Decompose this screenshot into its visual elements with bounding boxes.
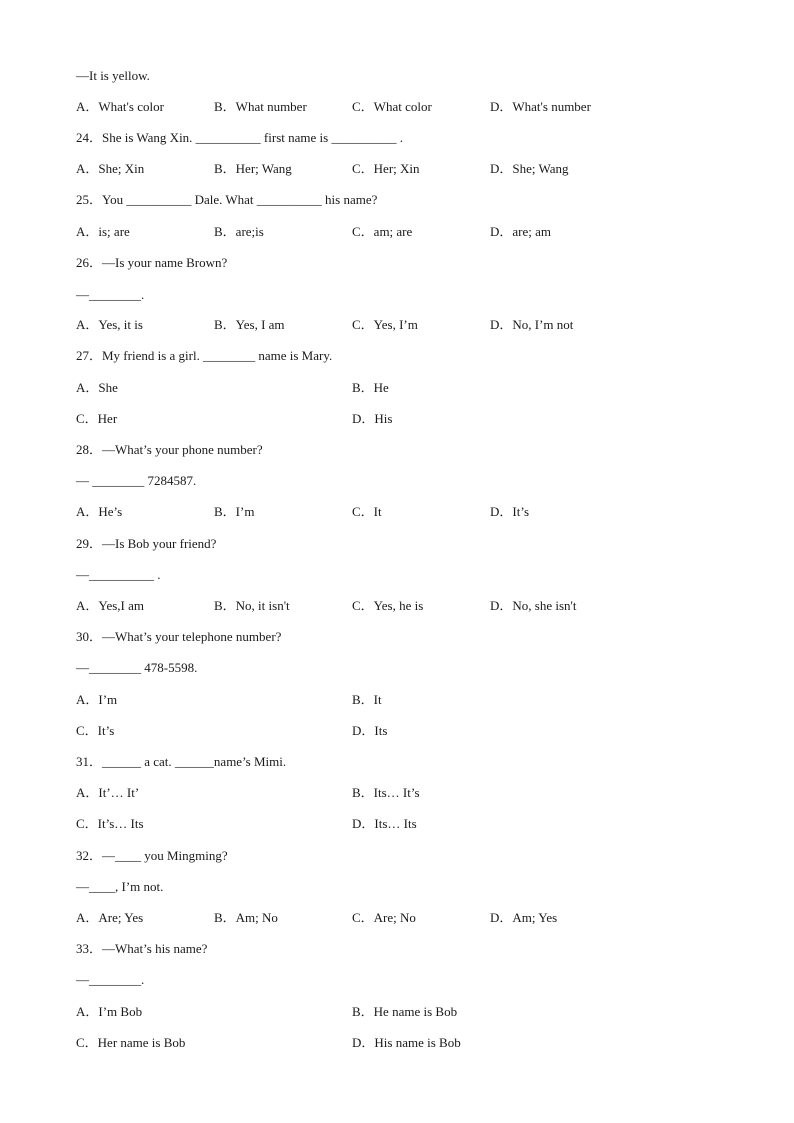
option-c[interactable]: C．It: [352, 504, 382, 519]
question-25-stem: 25．You __________ Dale. What __________ his name?: [76, 192, 378, 207]
answer-blank-line: —________.: [76, 287, 145, 302]
option-b[interactable]: B．I’m: [214, 504, 255, 519]
option-a[interactable]: A．She: [76, 380, 118, 395]
question-24-stem: 24．She is Wang Xin. __________ first name is __________ .: [76, 130, 403, 145]
option-b[interactable]: B．are;is: [214, 224, 264, 239]
option-a[interactable]: A．She; Xin: [76, 161, 145, 176]
option-b[interactable]: B．Her; Wang: [214, 161, 292, 176]
answer-blank-line: —____, I’m not.: [76, 879, 164, 894]
option-b[interactable]: B．What number: [214, 99, 307, 114]
option-a[interactable]: A．I’m: [76, 692, 118, 707]
option-d[interactable]: D．What's number: [490, 99, 591, 114]
question-26-stem: 26．—Is your name Brown?: [76, 255, 228, 270]
question-29-stem: 29．—Is Bob your friend?: [76, 536, 217, 551]
option-b[interactable]: B．No, it isn't: [214, 598, 290, 613]
option-d[interactable]: D．His: [352, 411, 393, 426]
option-a[interactable]: A．Yes, it is: [76, 317, 143, 332]
option-b[interactable]: B．Yes, I am: [214, 317, 285, 332]
option-a[interactable]: A．I’m Bob: [76, 1004, 143, 1019]
option-a[interactable]: A．It’… It’: [76, 785, 140, 800]
option-c[interactable]: C．am; are: [352, 224, 413, 239]
option-d[interactable]: D．No, she isn't: [490, 598, 577, 613]
answer-blank-line: — ________ 7284587.: [76, 473, 197, 488]
answer-blank-line: —________ 478-5598.: [76, 660, 198, 675]
option-a[interactable]: A．is; are: [76, 224, 130, 239]
question-stem-line: —It is yellow.: [76, 68, 150, 83]
option-c[interactable]: C．Her: [76, 411, 118, 426]
answer-blank-line: —________.: [76, 972, 145, 987]
option-d[interactable]: D．No, I’m not: [490, 317, 574, 332]
option-a[interactable]: A．What's color: [76, 99, 164, 114]
question-27-stem: 27．My friend is a girl. ________ name is Mary.: [76, 348, 333, 363]
option-d[interactable]: D．Its: [352, 723, 388, 738]
question-30-stem: 30．—What’s your telephone number?: [76, 629, 282, 644]
option-b[interactable]: B．He name is Bob: [352, 1004, 458, 1019]
option-a[interactable]: A．Yes,I am: [76, 598, 145, 613]
option-c[interactable]: C．Yes, I’m: [352, 317, 418, 332]
question-28-stem: 28．—What’s your phone number?: [76, 442, 263, 457]
option-c[interactable]: C．It’s… Its: [76, 816, 144, 831]
option-d[interactable]: D．are; am: [490, 224, 552, 239]
option-d[interactable]: D．His name is Bob: [352, 1035, 461, 1050]
option-b[interactable]: B．He: [352, 380, 389, 395]
option-c[interactable]: C．It’s: [76, 723, 115, 738]
option-d[interactable]: D．It’s: [490, 504, 530, 519]
option-b[interactable]: B．It: [352, 692, 382, 707]
option-c[interactable]: C．Yes, he is: [352, 598, 424, 613]
option-c[interactable]: C．Her name is Bob: [76, 1035, 186, 1050]
option-b[interactable]: B．Am; No: [214, 910, 278, 925]
option-a[interactable]: A．Are; Yes: [76, 910, 144, 925]
answer-blank-line: —__________ .: [76, 567, 161, 582]
option-d[interactable]: D．Its… Its: [352, 816, 417, 831]
option-c[interactable]: C．Are; No: [352, 910, 416, 925]
option-a[interactable]: A．He’s: [76, 504, 123, 519]
option-c[interactable]: C．What color: [352, 99, 432, 114]
option-d[interactable]: D．Am; Yes: [490, 910, 558, 925]
option-c[interactable]: C．Her; Xin: [352, 161, 420, 176]
question-33-stem: 33．—What’s his name?: [76, 941, 208, 956]
question-31-stem: 31．______ a cat. ______name’s Mimi.: [76, 754, 287, 769]
option-b[interactable]: B．Its… It’s: [352, 785, 420, 800]
question-32-stem: 32．—____ you Mingming?: [76, 848, 228, 863]
option-d[interactable]: D．She; Wang: [490, 161, 569, 176]
